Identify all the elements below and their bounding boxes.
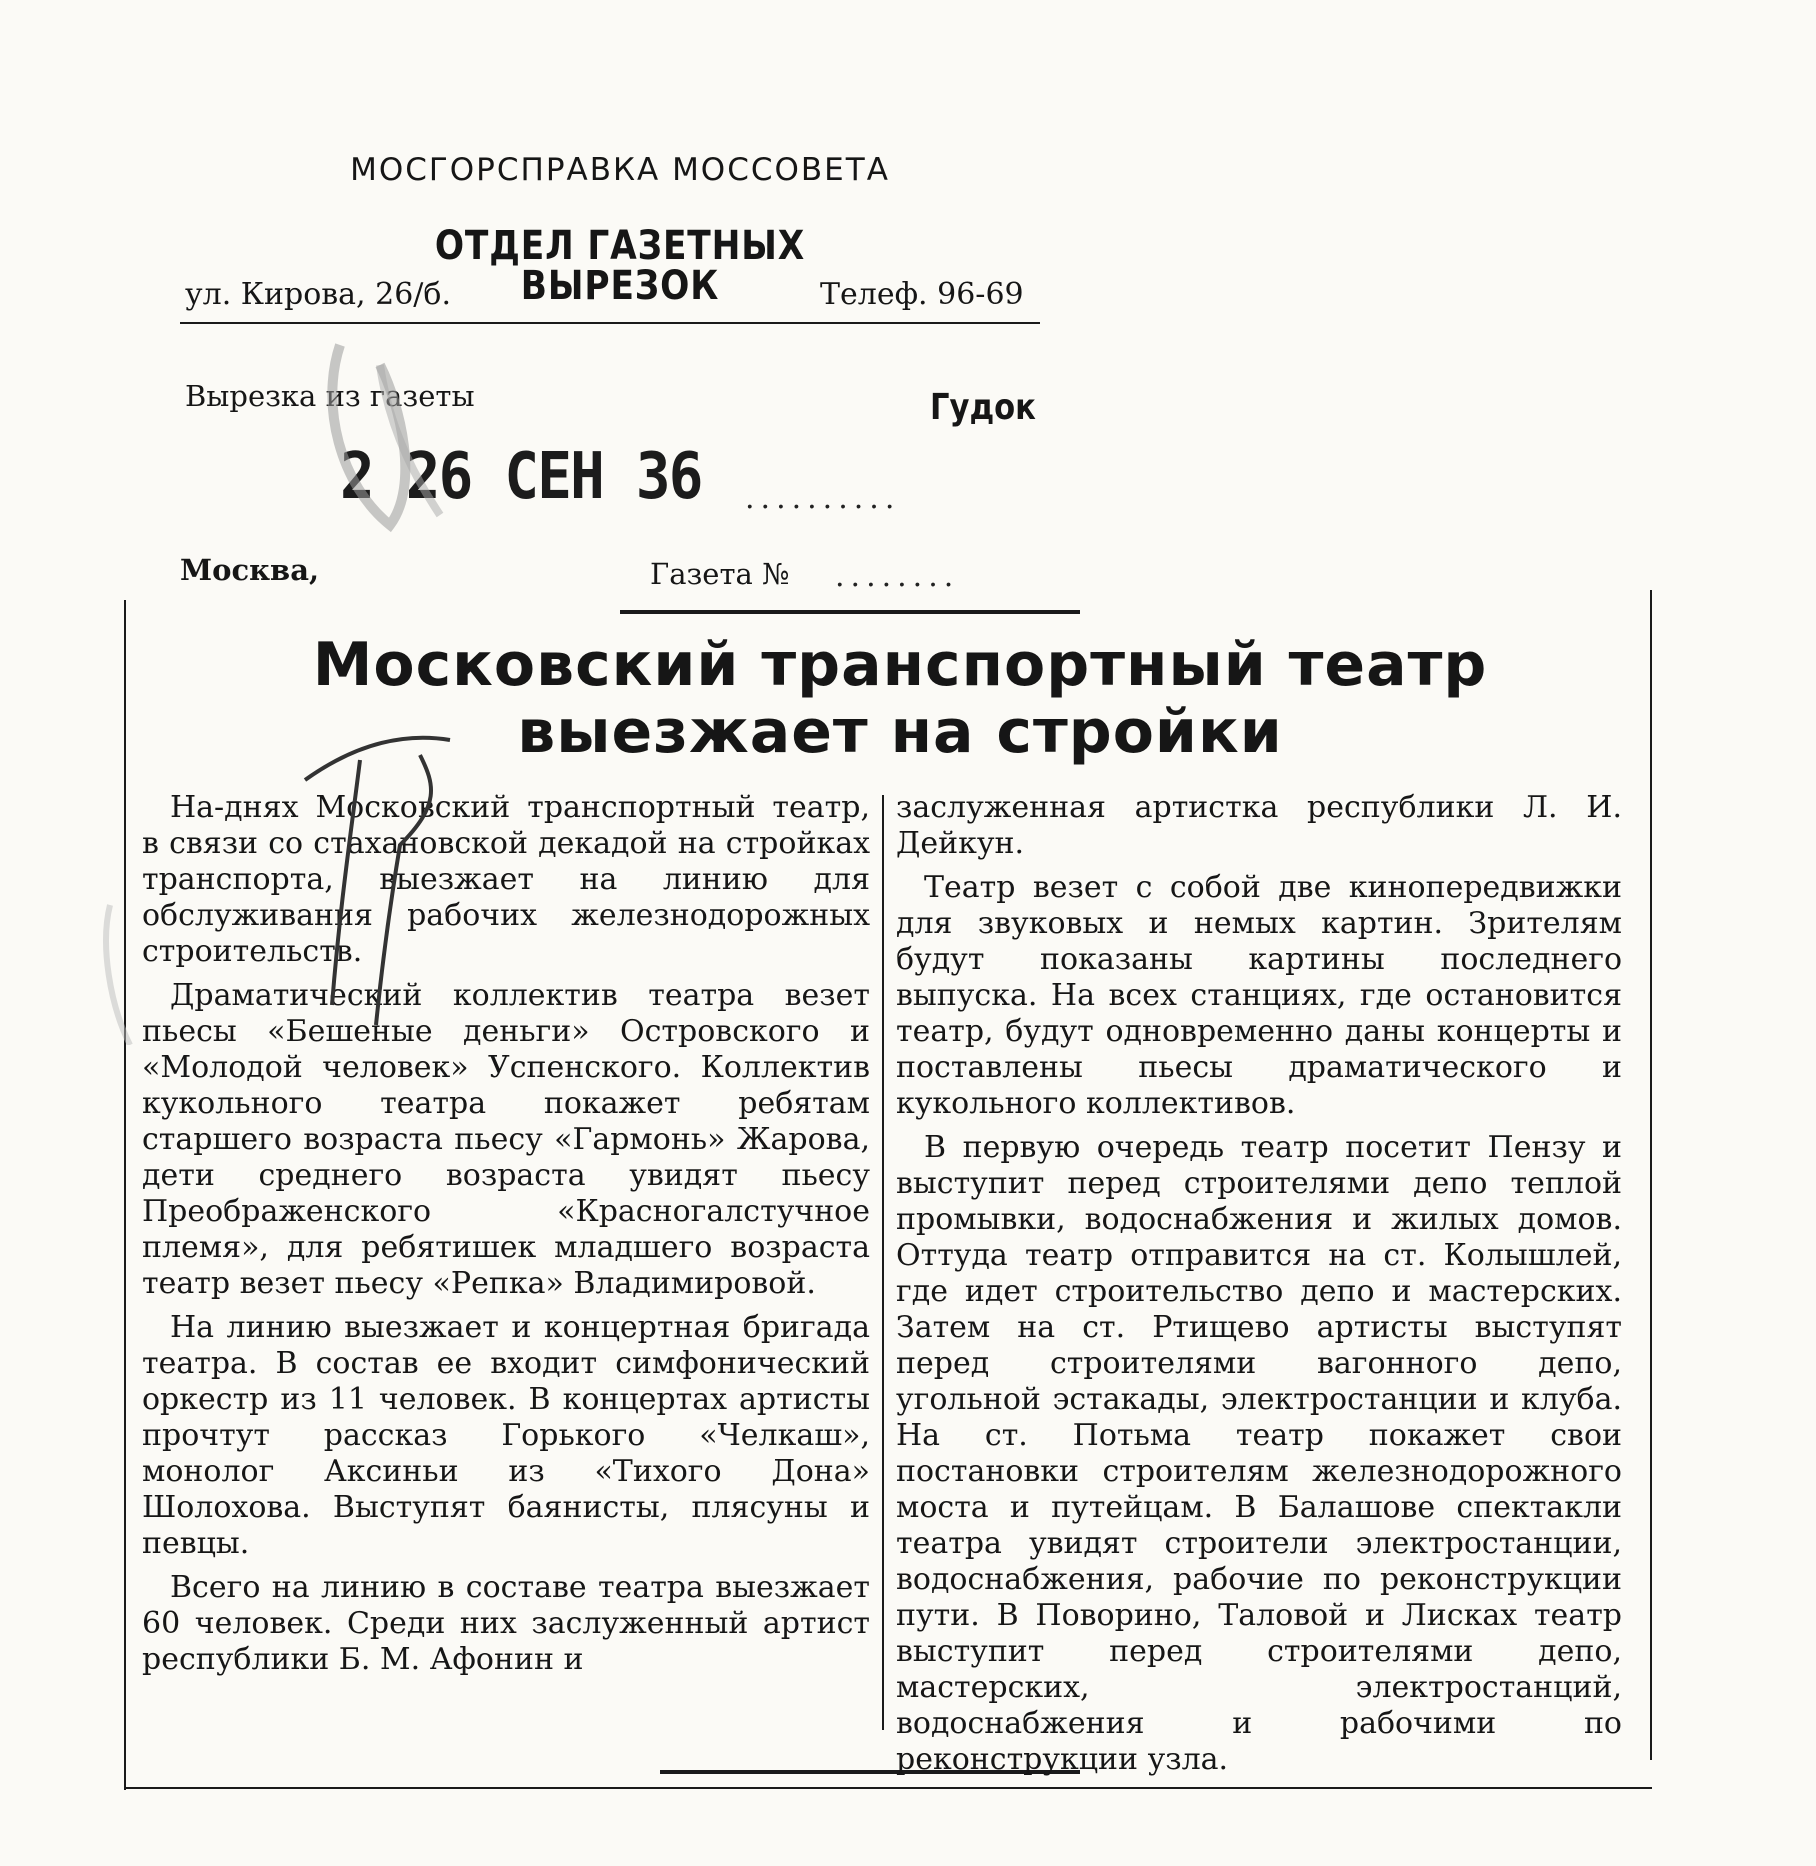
department-name: ОТДЕЛ ГАЗЕТНЫХ ВЫРЕЗОК — [434, 223, 806, 309]
article-paragraph: Всего на линию в составе театра выезжает 60 человек. Среди них заслуженный артист республики Б. М. Афонин и — [142, 1570, 870, 1677]
pencil-annotation-icon — [90, 285, 650, 1045]
article-paragraph: На линию выезжает и концертная бригада театра. В состав ее входит симфонический оркестр из 11 человек. В концертах артисты прочтут рассказ Горького «Челкаш», монолог Аксиньи из «Тихого Дона» Шолохова. Выступят баянисты, плясуны и певцы. — [142, 1310, 870, 1561]
article-title-line-1: Московский транспортный театр — [312, 630, 1488, 700]
article-paragraph: заслуженная артистка республики Л. И. Дейкун. — [896, 790, 1622, 861]
clip-border-bottom — [124, 1787, 1652, 1789]
bureau-address: ул. Кирова, 26/б. — [185, 277, 451, 312]
article-paragraph: На-днях Московский транспортный театр, в связи со стахановской декадой на стройках транспорта, выезжает на линию для обслуживания рабочих железнодорожных строительств. — [142, 790, 870, 969]
newspaper-name: Гудок — [930, 387, 1036, 428]
column-divider — [882, 795, 884, 1730]
article-paragraph: Драматический коллектив театра везет пьесы «Бешеные деньги» Островского и «Молодой человек» Успенского. Коллектив кукольного театра покажет ребятам старшего возраста пьесу «Гармонь» Жарова, дети среднего возраста увидят пьесу Преображенского «Красногалстучное племя», для ребятишек младшего возраста театр везет пьесу «Репка» Владимировой. — [142, 978, 870, 1301]
bureau-name: МОСГОРСПРАВКА МОССОВЕТА — [350, 152, 890, 188]
clip-source-label: Вырезка из газеты — [185, 379, 475, 413]
article-column-right — [896, 790, 1622, 1778]
bureau-phone: Телеф. 96-69 — [820, 277, 1024, 312]
title-top-rule — [620, 610, 1080, 614]
date-stamp: 2 26 СЕН 36 — [340, 440, 702, 514]
date-dots: .......... — [745, 481, 901, 516]
article-paragraph: Театр везет с собой две кинопередвижки для звуковых и немых картин. Зрителям будут показаны картины последнего выпуска. На всех станциях, где остановится театр, будут одновременно даны концерты и поставлены пьесы драматического и кукольного коллективов. — [896, 870, 1622, 1121]
issue-dots: ........ — [835, 559, 960, 594]
city-label: Москва, — [180, 553, 320, 587]
article-title-line-2: выезжает на стройки — [517, 697, 1283, 767]
clip-border-right — [1650, 590, 1652, 1760]
issue-number-label: Газета № — [650, 557, 790, 591]
article-paragraph: В первую очередь театр посетит Пензу и выступит перед строителями депо теплой промывки, водоснабжения и жилых домов. Оттуда театр отправится на ст. Колышлей, где идет строительство депо и мастерских. Затем на ст. Ртищево артисты выступят перед строителями вагонного депо, угольной эстакады, электростанции и клуба. На ст. Потьма театр покажет свои постановки строителям железнодорожного моста и путейцам. В Балашове спектакли театра увидят строители электростанции, водоснабжения, рабочие по реконструкции пути. В Поворино, Таловой и Лисках театр выступит перед строителями депо, мастерских, электростанций, водоснабжения и рабочими по реконструкции узла. — [896, 1130, 1622, 1777]
